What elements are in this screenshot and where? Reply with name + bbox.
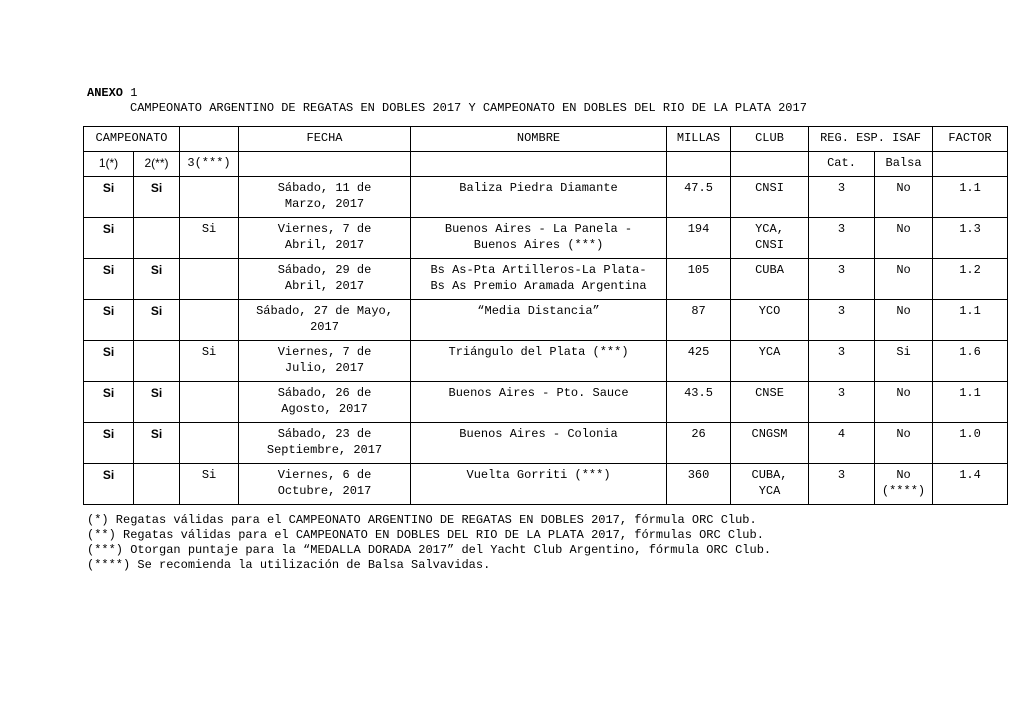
cell-campeonato-3 <box>180 423 239 464</box>
cell-campeonato-3: Si <box>180 218 239 259</box>
table-row <box>84 300 1008 341</box>
subheader-balsa: Balsa <box>875 152 933 177</box>
header-millas: MILLAS <box>667 127 731 152</box>
cell-fecha-line: Octubre, 2017 <box>277 484 372 498</box>
cell-factor: 1.3 <box>933 218 1008 259</box>
cell-nombre-line: Buenos Aires - La Panela - <box>444 222 633 236</box>
cell-fecha-line: Sábado, 26 de <box>277 386 372 400</box>
footnote: (*) Regatas válidas para el CAMPEONATO ARGENTINO DE REGATAS EN DOBLES 2017, fórmula ORC Club. <box>87 513 757 527</box>
cell-nombre-line: Buenos Aires - Colonia <box>459 427 618 441</box>
table-row <box>84 423 1008 464</box>
footnote: (**) Regatas válidas para el CAMPEONATO EN DOBLES DEL RIO DE LA PLATA 2017, fórmulas ORC Club. <box>87 528 764 542</box>
cell-club <box>731 464 809 505</box>
cell-campeonato-2: Si <box>134 177 180 218</box>
cell-fecha-line: Viernes, 7 de <box>277 345 372 359</box>
cell-fecha <box>239 341 411 382</box>
cell-nombre <box>411 382 667 423</box>
cell-fecha <box>239 423 411 464</box>
cell-balsa <box>875 177 933 218</box>
cell-balsa <box>875 218 933 259</box>
cell-club-line: CNSI <box>755 238 784 252</box>
cell-club-line: CUBA <box>755 263 784 277</box>
cell-campeonato-2 <box>134 341 180 382</box>
cell-club <box>731 218 809 259</box>
annex-number: 1 <box>130 86 138 100</box>
cell-fecha-line: Agosto, 2017 <box>281 402 368 416</box>
table-row <box>84 382 1008 423</box>
cell-nombre-line: Buenos Aires (***) <box>473 238 604 252</box>
annex-heading <box>87 86 137 100</box>
footnotes <box>87 513 771 573</box>
cell-club <box>731 341 809 382</box>
cell-club-line: YCA, <box>755 222 784 236</box>
cell-campeonato-2: Si <box>134 300 180 341</box>
cell-cat: 4 <box>809 423 875 464</box>
cell-balsa <box>875 382 933 423</box>
cell-fecha-line: Sábado, 29 de <box>277 263 372 277</box>
subheader-c1: 1(*) <box>84 152 134 177</box>
cell-nombre <box>411 218 667 259</box>
cell-club-line: YCA <box>758 484 781 498</box>
cell-club <box>731 382 809 423</box>
cell-fecha-line: Sábado, 27 de Mayo, <box>256 304 393 318</box>
table-row <box>84 341 1008 382</box>
cell-fecha <box>239 177 411 218</box>
cell-fecha-line: Marzo, 2017 <box>284 197 365 211</box>
cell-nombre <box>411 464 667 505</box>
cell-fecha-line: Abril, 2017 <box>284 279 365 293</box>
cell-factor: 1.4 <box>933 464 1008 505</box>
cell-balsa-line: No <box>896 181 911 195</box>
header-reg-esp-isaf: REG. ESP. ISAF <box>809 127 933 152</box>
cell-millas: 105 <box>667 259 731 300</box>
cell-campeonato-1: Si <box>84 300 134 341</box>
footnote: (****) Se recomienda la utilización de Balsa Salvavidas. <box>87 558 491 572</box>
cell-campeonato-3 <box>180 177 239 218</box>
cell-campeonato-2 <box>134 464 180 505</box>
cell-club-line: CNSI <box>755 181 784 195</box>
subheader-cat: Cat. <box>809 152 875 177</box>
cell-factor: 1.1 <box>933 177 1008 218</box>
cell-millas: 425 <box>667 341 731 382</box>
cell-balsa <box>875 464 933 505</box>
cell-fecha-line: 2017 <box>310 320 339 334</box>
document-title: CAMPEONATO ARGENTINO DE REGATAS EN DOBLES 2017 Y CAMPEONATO EN DOBLES DEL RIO DE LA PLATA 2017 <box>130 101 807 115</box>
cell-balsa-line: No <box>896 222 911 236</box>
cell-balsa-line: No <box>896 263 911 277</box>
cell-cat: 3 <box>809 382 875 423</box>
cell-cat: 3 <box>809 218 875 259</box>
table-row <box>84 464 1008 505</box>
cell-campeonato-1: Si <box>84 259 134 300</box>
cell-fecha <box>239 300 411 341</box>
cell-club-line: CNSE <box>755 386 784 400</box>
cell-cat: 3 <box>809 341 875 382</box>
annex-label: ANEXO <box>87 86 124 100</box>
cell-millas: 47.5 <box>667 177 731 218</box>
cell-nombre-line: Bs As Premio Aramada Argentina <box>430 279 647 293</box>
subheader-empty <box>933 152 1008 177</box>
cell-factor: 1.0 <box>933 423 1008 464</box>
header-factor: FACTOR <box>933 127 1008 152</box>
cell-club-line: CUBA, <box>751 468 788 482</box>
cell-millas: 43.5 <box>667 382 731 423</box>
cell-balsa-line: No <box>896 304 911 318</box>
cell-fecha-line: Sábado, 23 de <box>277 427 372 441</box>
cell-club-line: YCO <box>758 304 781 318</box>
footnote: (***) Otorgan puntaje para la “MEDALLA DORADA 2017” del Yacht Club Argentino, fórmula ORC Club. <box>87 543 772 557</box>
cell-fecha <box>239 218 411 259</box>
cell-club-line: CNGSM <box>751 427 788 441</box>
cell-balsa <box>875 423 933 464</box>
cell-campeonato-3 <box>180 259 239 300</box>
cell-millas: 360 <box>667 464 731 505</box>
cell-campeonato-1: Si <box>84 423 134 464</box>
cell-millas: 194 <box>667 218 731 259</box>
cell-cat: 3 <box>809 259 875 300</box>
header-campeonato: CAMPEONATO <box>84 127 180 152</box>
cell-campeonato-1: Si <box>84 218 134 259</box>
cell-nombre-line: “Media Distancia” <box>477 304 600 318</box>
cell-nombre <box>411 177 667 218</box>
cell-club <box>731 177 809 218</box>
cell-balsa-line: (****) <box>881 484 926 498</box>
cell-balsa <box>875 259 933 300</box>
cell-campeonato-1: Si <box>84 382 134 423</box>
cell-campeonato-1: Si <box>84 341 134 382</box>
cell-balsa <box>875 300 933 341</box>
cell-balsa <box>875 341 933 382</box>
cell-fecha <box>239 382 411 423</box>
cell-nombre <box>411 423 667 464</box>
cell-fecha-line: Julio, 2017 <box>284 361 365 375</box>
cell-campeonato-3: Si <box>180 341 239 382</box>
cell-campeonato-2: Si <box>134 423 180 464</box>
cell-nombre-line: Triángulo del Plata (***) <box>448 345 629 359</box>
table-row <box>84 177 1008 218</box>
cell-fecha-line: Septiembre, 2017 <box>266 443 383 457</box>
cell-balsa-line: No <box>896 427 911 441</box>
cell-balsa-line: Si <box>896 345 911 359</box>
subheader-empty <box>667 152 731 177</box>
cell-fecha-line: Sábado, 11 de <box>277 181 372 195</box>
cell-fecha <box>239 259 411 300</box>
cell-nombre-line: Baliza Piedra Diamante <box>459 181 618 195</box>
cell-nombre <box>411 341 667 382</box>
cell-factor: 1.6 <box>933 341 1008 382</box>
cell-nombre-line: Vuelta Gorriti (***) <box>466 468 611 482</box>
header-club: CLUB <box>731 127 809 152</box>
cell-nombre-line: Buenos Aires - Pto. Sauce <box>448 386 629 400</box>
cell-campeonato-3 <box>180 382 239 423</box>
header-row <box>84 127 1008 152</box>
cell-cat: 3 <box>809 300 875 341</box>
subheader-empty <box>411 152 667 177</box>
table-row <box>84 218 1008 259</box>
subheader-c3: 3(***) <box>180 152 239 177</box>
cell-campeonato-2 <box>134 218 180 259</box>
subheader-c2: 2(**) <box>134 152 180 177</box>
cell-millas: 87 <box>667 300 731 341</box>
cell-fecha-line: Viernes, 6 de <box>277 468 372 482</box>
header-nombre: NOMBRE <box>411 127 667 152</box>
cell-factor: 1.1 <box>933 382 1008 423</box>
cell-balsa-line: No <box>896 386 911 400</box>
cell-campeonato-1: Si <box>84 177 134 218</box>
cell-cat: 3 <box>809 177 875 218</box>
header-empty <box>180 127 239 152</box>
cell-nombre <box>411 259 667 300</box>
regatta-table <box>83 126 1008 505</box>
cell-fecha-line: Abril, 2017 <box>284 238 365 252</box>
cell-cat: 3 <box>809 464 875 505</box>
cell-nombre <box>411 300 667 341</box>
cell-fecha <box>239 464 411 505</box>
cell-campeonato-1: Si <box>84 464 134 505</box>
cell-campeonato-2: Si <box>134 259 180 300</box>
cell-millas: 26 <box>667 423 731 464</box>
subheader-empty <box>731 152 809 177</box>
cell-factor: 1.2 <box>933 259 1008 300</box>
subheader-row <box>84 152 1008 177</box>
cell-club-line: YCA <box>758 345 781 359</box>
cell-factor: 1.1 <box>933 300 1008 341</box>
cell-campeonato-3: Si <box>180 464 239 505</box>
cell-campeonato-2: Si <box>134 382 180 423</box>
header-fecha: FECHA <box>239 127 411 152</box>
cell-campeonato-3 <box>180 300 239 341</box>
cell-nombre-line: Bs As-Pta Artilleros-La Plata- <box>430 263 647 277</box>
cell-balsa-line: No <box>896 468 911 482</box>
cell-club <box>731 423 809 464</box>
cell-club <box>731 259 809 300</box>
cell-club <box>731 300 809 341</box>
subheader-empty <box>239 152 411 177</box>
cell-fecha-line: Viernes, 7 de <box>277 222 372 236</box>
table-row <box>84 259 1008 300</box>
